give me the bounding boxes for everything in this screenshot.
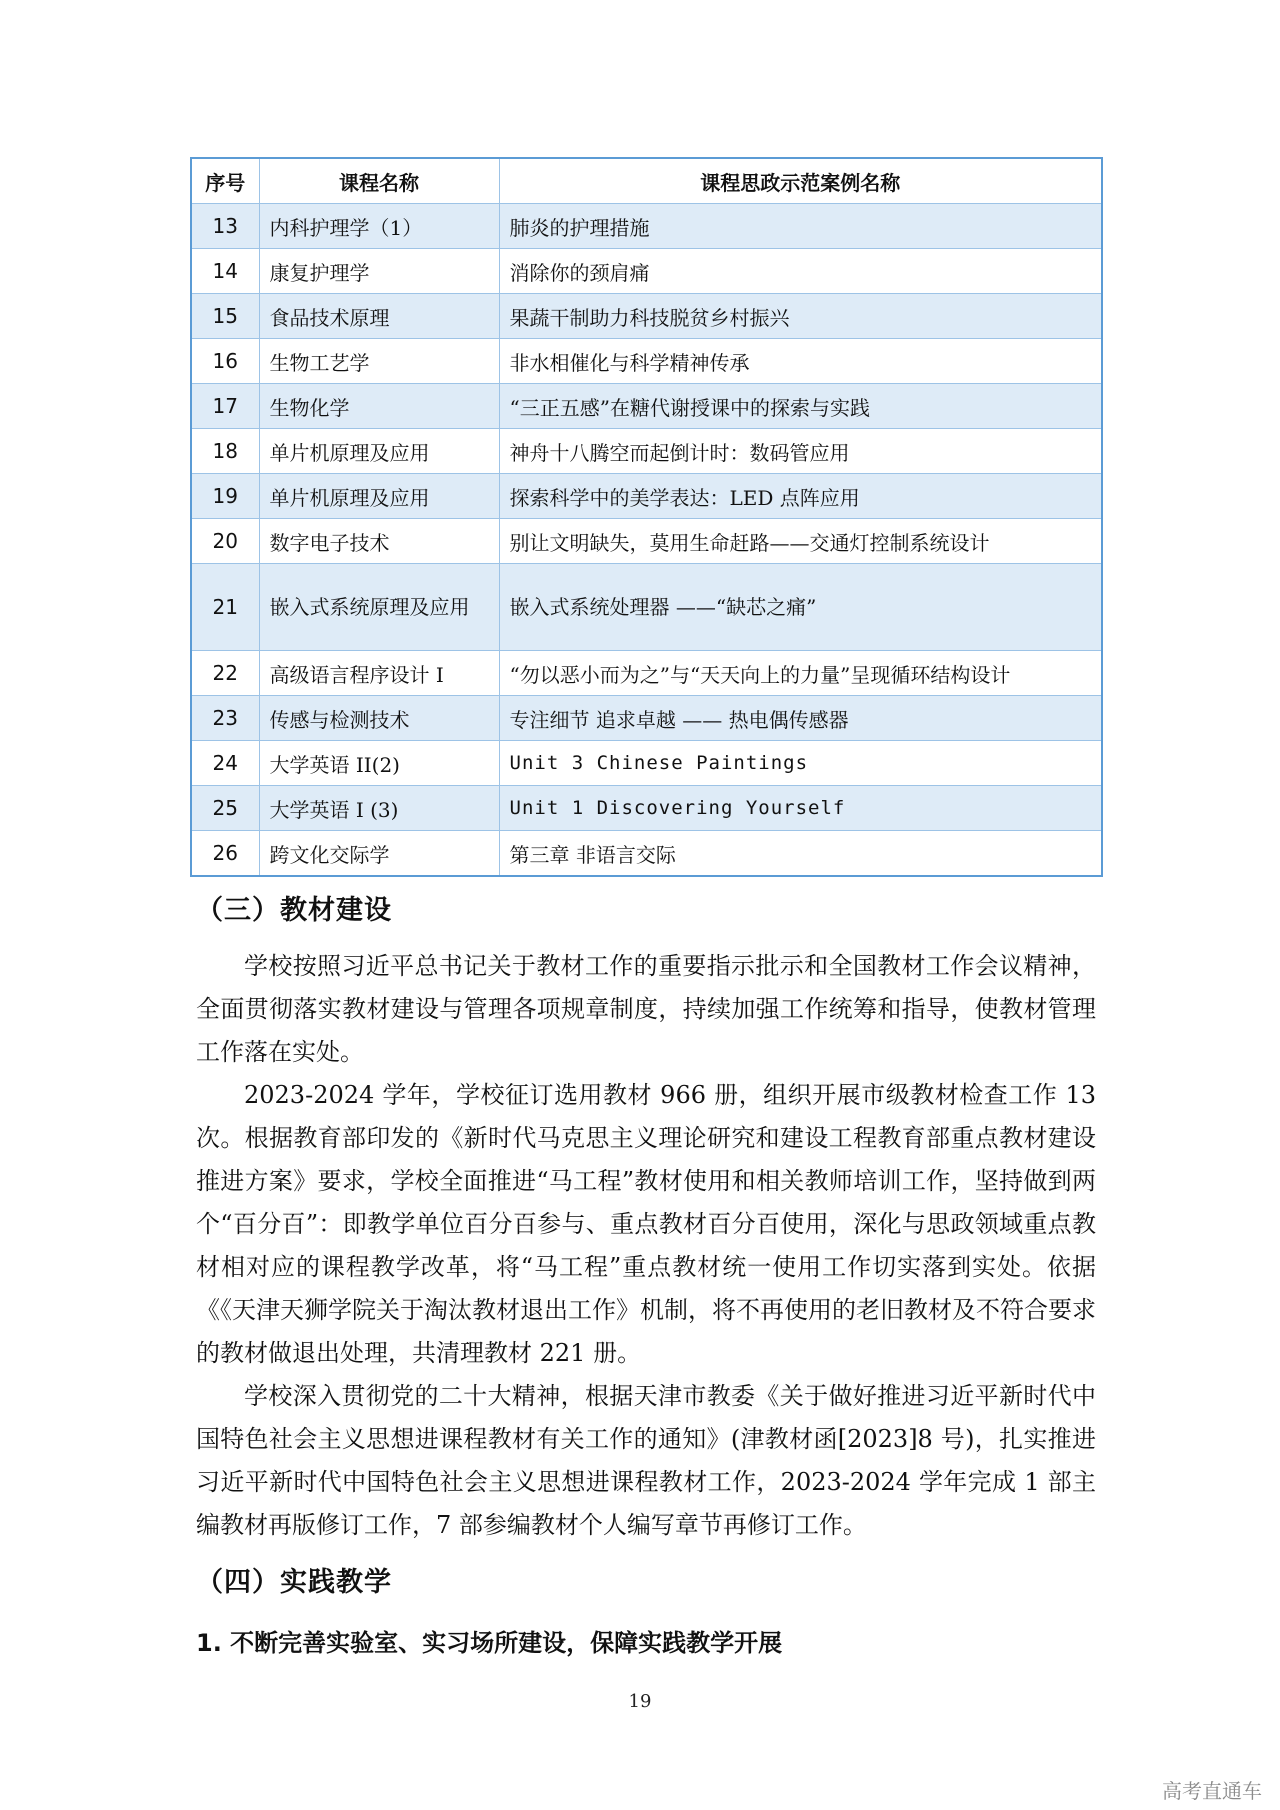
row-case: Unit 3 Chinese Paintings	[499, 741, 1102, 786]
row-no: 24	[191, 741, 259, 786]
row-course: 跨文化交际学	[259, 831, 499, 877]
watermark: 高考直通车	[1162, 1779, 1262, 1803]
row-no: 26	[191, 831, 259, 877]
row-course: 生物工艺学	[259, 339, 499, 384]
section-heading-textbook: （三）教材建设	[196, 895, 392, 926]
row-course: 单片机原理及应用	[259, 474, 499, 519]
table-row	[191, 741, 1102, 786]
row-no: 14	[191, 249, 259, 294]
row-case: 神舟十八腾空而起倒计时：数码管应用	[499, 429, 1102, 474]
row-no: 18	[191, 429, 259, 474]
page-number: 19	[628, 1691, 652, 1712]
row-case: 非水相催化与科学精神传承	[499, 339, 1102, 384]
row-course: 数字电子技术	[259, 519, 499, 564]
table-row	[191, 474, 1102, 519]
course-case-table	[190, 157, 1103, 877]
row-course: 单片机原理及应用	[259, 429, 499, 474]
row-case: “三正五感”在糖代谢授课中的探索与实践	[499, 384, 1102, 429]
table-row	[191, 564, 1102, 651]
row-no: 22	[191, 651, 259, 696]
subsection-heading: 1. 不断完善实验室、实习场所建设，保障实践教学开展	[196, 1629, 783, 1657]
table-row	[191, 651, 1102, 696]
row-case: 果蔬干制助力科技脱贫乡村振兴	[499, 294, 1102, 339]
row-case: 肺炎的护理措施	[499, 204, 1102, 249]
table-header-row	[191, 158, 1102, 204]
row-course: 大学英语 II(2)	[259, 741, 499, 786]
row-course: 传感与检测技术	[259, 696, 499, 741]
table-row	[191, 696, 1102, 741]
table-row	[191, 519, 1102, 564]
paragraph-3: 学校深入贯彻党的二十大精神，根据天津市教委《关于做好推进习近平新时代中国特色社会主义思想进课程教材有关工作的通知》(津教材函[2023]8 号)，扎实推进习近平新时代中国特色社会主义思想进课程教材工作，2023-2024 学年完成 1 部主编教材再版修订工作，7 部参编教材个人编写章节再修订工作。	[196, 1382, 1096, 1539]
row-course: 食品技术原理	[259, 294, 499, 339]
row-case: 嵌入式系统处理器 ——“缺芯之痛”	[499, 564, 1102, 651]
row-no: 20	[191, 519, 259, 564]
row-case: 探索科学中的美学表达：LED 点阵应用	[499, 474, 1102, 519]
row-case: 别让文明缺失，莫用生命赶路——交通灯控制系统设计	[499, 519, 1102, 564]
header-no: 序号	[191, 158, 259, 204]
header-course: 课程名称	[259, 158, 499, 204]
row-no: 16	[191, 339, 259, 384]
table-row	[191, 339, 1102, 384]
table-row	[191, 786, 1102, 831]
row-no: 19	[191, 474, 259, 519]
paragraph-1: 学校按照习近平总书记关于教材工作的重要指示批示和全国教材工作会议精神，全面贯彻落实教材建设与管理各项规章制度，持续加强工作统筹和指导，使教材管理工作落在实处。	[196, 952, 1096, 1066]
table-row	[191, 204, 1102, 249]
table-row	[191, 384, 1102, 429]
table-row	[191, 429, 1102, 474]
table-row	[191, 294, 1102, 339]
row-course: 生物化学	[259, 384, 499, 429]
row-course: 高级语言程序设计 I	[259, 651, 499, 696]
row-course: 康复护理学	[259, 249, 499, 294]
row-case: 消除你的颈肩痛	[499, 249, 1102, 294]
row-no: 23	[191, 696, 259, 741]
header-case: 课程思政示范案例名称	[499, 158, 1102, 204]
row-no: 15	[191, 294, 259, 339]
row-no: 13	[191, 204, 259, 249]
table-row	[191, 831, 1102, 877]
section-heading-practice: （四）实践教学	[196, 1567, 392, 1598]
row-no: 17	[191, 384, 259, 429]
row-case: 第三章 非语言交际	[499, 831, 1102, 877]
row-case: “勿以恶小而为之”与“天天向上的力量”呈现循环结构设计	[499, 651, 1102, 696]
row-no: 21	[191, 564, 259, 651]
row-case: 专注细节 追求卓越 —— 热电偶传感器	[499, 696, 1102, 741]
table-row	[191, 249, 1102, 294]
row-case: Unit 1 Discovering Yourself	[499, 786, 1102, 831]
row-course: 内科护理学（1）	[259, 204, 499, 249]
row-course: 大学英语 I (3)	[259, 786, 499, 831]
paragraph-2: 2023-2024 学年，学校征订选用教材 966 册，组织开展市级教材检查工作 13 次。根据教育部印发的《新时代马克思主义理论研究和建设工程教育部重点教材建设推进方案》要求，学校全面推进“马工程”教材使用和相关教师培训工作，坚持做到两个“百分百”：即教学单位百分百参与、重点教材百分百使用，深化与思政领域重点教材相对应的课程教学改革，将“马工程”重点教材统一使用工作切实落到实处。依据《《天津天狮学院关于淘汰教材退出工作》机制，将不再使用的老旧教材及不符合要求的教材做退出处理，共清理教材 221 册。	[196, 1081, 1096, 1367]
row-course: 嵌入式系统原理及应用	[259, 564, 499, 651]
row-no: 25	[191, 786, 259, 831]
